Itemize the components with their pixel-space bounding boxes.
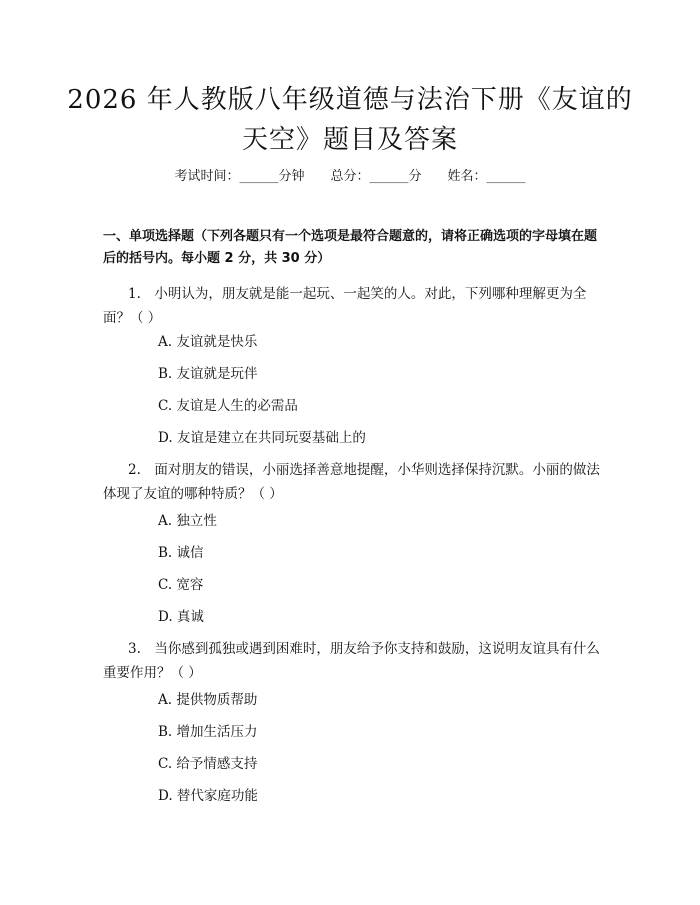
- question-1-option-a: A. 友谊就是快乐: [158, 334, 258, 350]
- question-1-option-b: B. 友谊就是玩伴: [158, 366, 258, 382]
- question-3-option-d: D. 替代家庭功能: [158, 788, 258, 804]
- exam-info-line: 考试时间：______分钟 总分：______分 姓名：______: [174, 169, 526, 184]
- question-3-option-c: C. 给予情感支持: [158, 756, 258, 772]
- question-3: 3. 当你感到孤独或遇到困难时，朋友给予你支持和鼓励，这说明友谊具有什么重要作用？（ ）: [103, 641, 600, 681]
- section-heading: 一、单项选择题（下列各题只有一个选项是最符合题意的，请将正确选项的字母填在题后的括号内。每小题 2 分，共 30 分）: [103, 229, 598, 266]
- question-2-option-d: D. 真诚: [158, 609, 204, 625]
- question-2: 2. 面对朋友的错误，小丽选择善意地提醒，小华则选择保持沉默。小丽的做法体现了友谊的哪种特质？（ ）: [103, 462, 600, 502]
- question-2-option-c: C. 宽容: [158, 577, 204, 593]
- question-2-option-a: A. 独立性: [158, 513, 217, 529]
- question-1-option-d: D. 友谊是建立在共同玩耍基础上的: [158, 430, 366, 446]
- question-1: 1. 小明认为，朋友就是能一起玩、一起笑的人。对此，下列哪种理解更为全面？（ ）: [103, 286, 587, 326]
- question-1-option-c: C. 友谊是人生的必需品: [158, 398, 298, 414]
- question-3-option-b: B. 增加生活压力: [158, 724, 258, 740]
- document-title: 2026 年人教版八年级道德与法治下册《友谊的天空》题目及答案: [67, 85, 633, 155]
- question-3-option-a: A. 提供物质帮助: [158, 692, 258, 708]
- question-2-option-b: B. 诚信: [158, 545, 204, 561]
